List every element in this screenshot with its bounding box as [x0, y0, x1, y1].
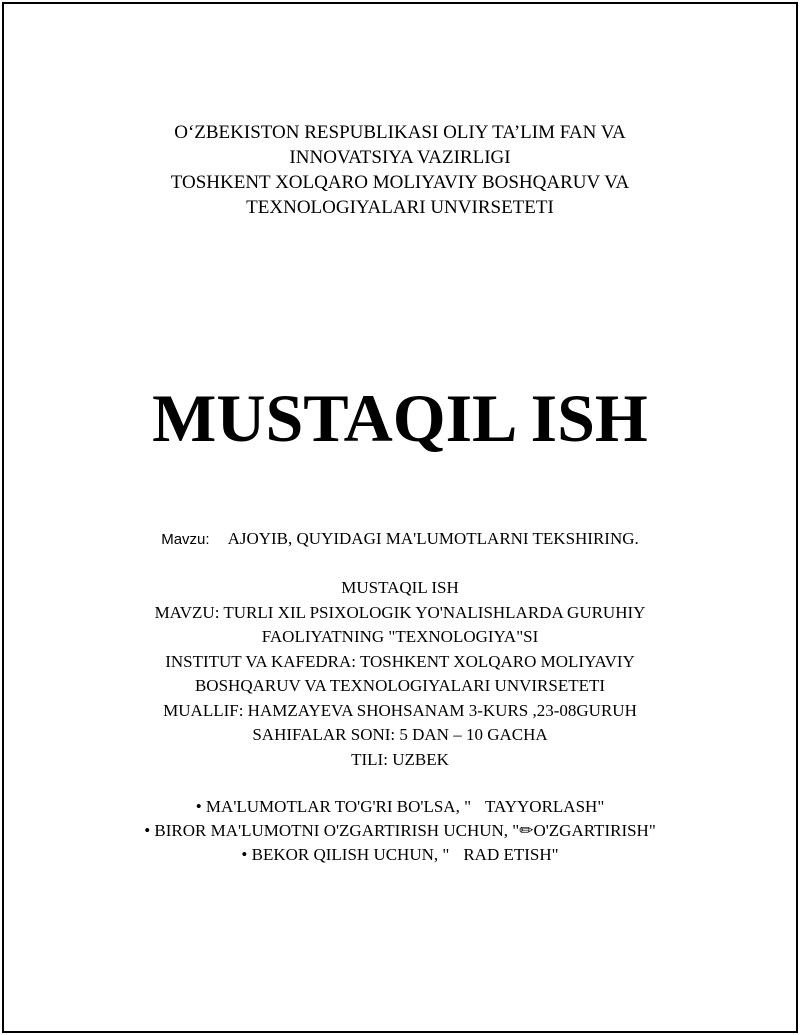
- instruction-item: [0, 819, 800, 843]
- instruction-action: ✏O'ZGARTIRISH": [519, 821, 656, 840]
- detail-line: MUALLIF: HAMZAYEVA SHOHSANAM 3-KURS ,23-08GURUH: [163, 700, 637, 720]
- detail-line: MAVZU: TURLI XIL PSIXOLOGIK YO'NALISHLARDA GURUHIY: [154, 602, 646, 622]
- institution-header: [0, 120, 800, 220]
- detail-line: INSTITUT VA KAFEDRA: TOSHKENT XOLQARO MOLIYAVIY: [165, 651, 635, 671]
- topic-line: [0, 528, 800, 551]
- header-line: TEXNOLOGIYALARI UNVIRSETETI: [246, 197, 554, 218]
- detail-line: TILI: UZBEK: [351, 749, 449, 769]
- detail-line: SAHIFALAR SONI: 5 DAN – 10 GACHA: [252, 725, 548, 744]
- instruction-list: [0, 795, 800, 867]
- topic-value: AJOYIB, QUYIDAGI MA'LUMOTLARNI TEKSHIRING.: [227, 529, 639, 548]
- detail-line: BOSHQARUV VA TEXNOLOGIYALARI UNVIRSETETI: [194, 676, 606, 695]
- detail-line: MUSTAQIL ISH: [341, 578, 459, 597]
- header-line: INNOVATSIYA VAZIRLIGI: [289, 147, 511, 168]
- instruction-action: TAYYORLASH": [485, 797, 605, 816]
- instruction-action: RAD ETISH": [463, 845, 559, 864]
- instruction-text: • MA'LUMOTLAR TO'G'RI BO'LSA, ": [195, 797, 472, 816]
- instruction-item: [0, 843, 800, 867]
- document-title: MUSTAQIL ISH: [152, 380, 648, 456]
- instruction-item: [0, 795, 800, 819]
- instruction-text: • BEKOR QILISH UCHUN, ": [241, 845, 450, 864]
- header-line: TOSHKENT XOLQARO MOLIYAVIY BOSHQARUV VA: [170, 172, 630, 193]
- header-line: O‘ZBEKISTON RESPUBLIKASI OLIY TA’LIM FAN VA: [174, 122, 626, 143]
- instruction-text: • BIROR MA'LUMOTNI O'ZGARTIRISH UCHUN, ": [144, 821, 520, 840]
- topic-label: Mavzu:: [161, 531, 210, 548]
- document-details: [0, 576, 800, 772]
- detail-line: FAOLIYATNING "TEXNOLOGIYA"SI: [261, 627, 539, 646]
